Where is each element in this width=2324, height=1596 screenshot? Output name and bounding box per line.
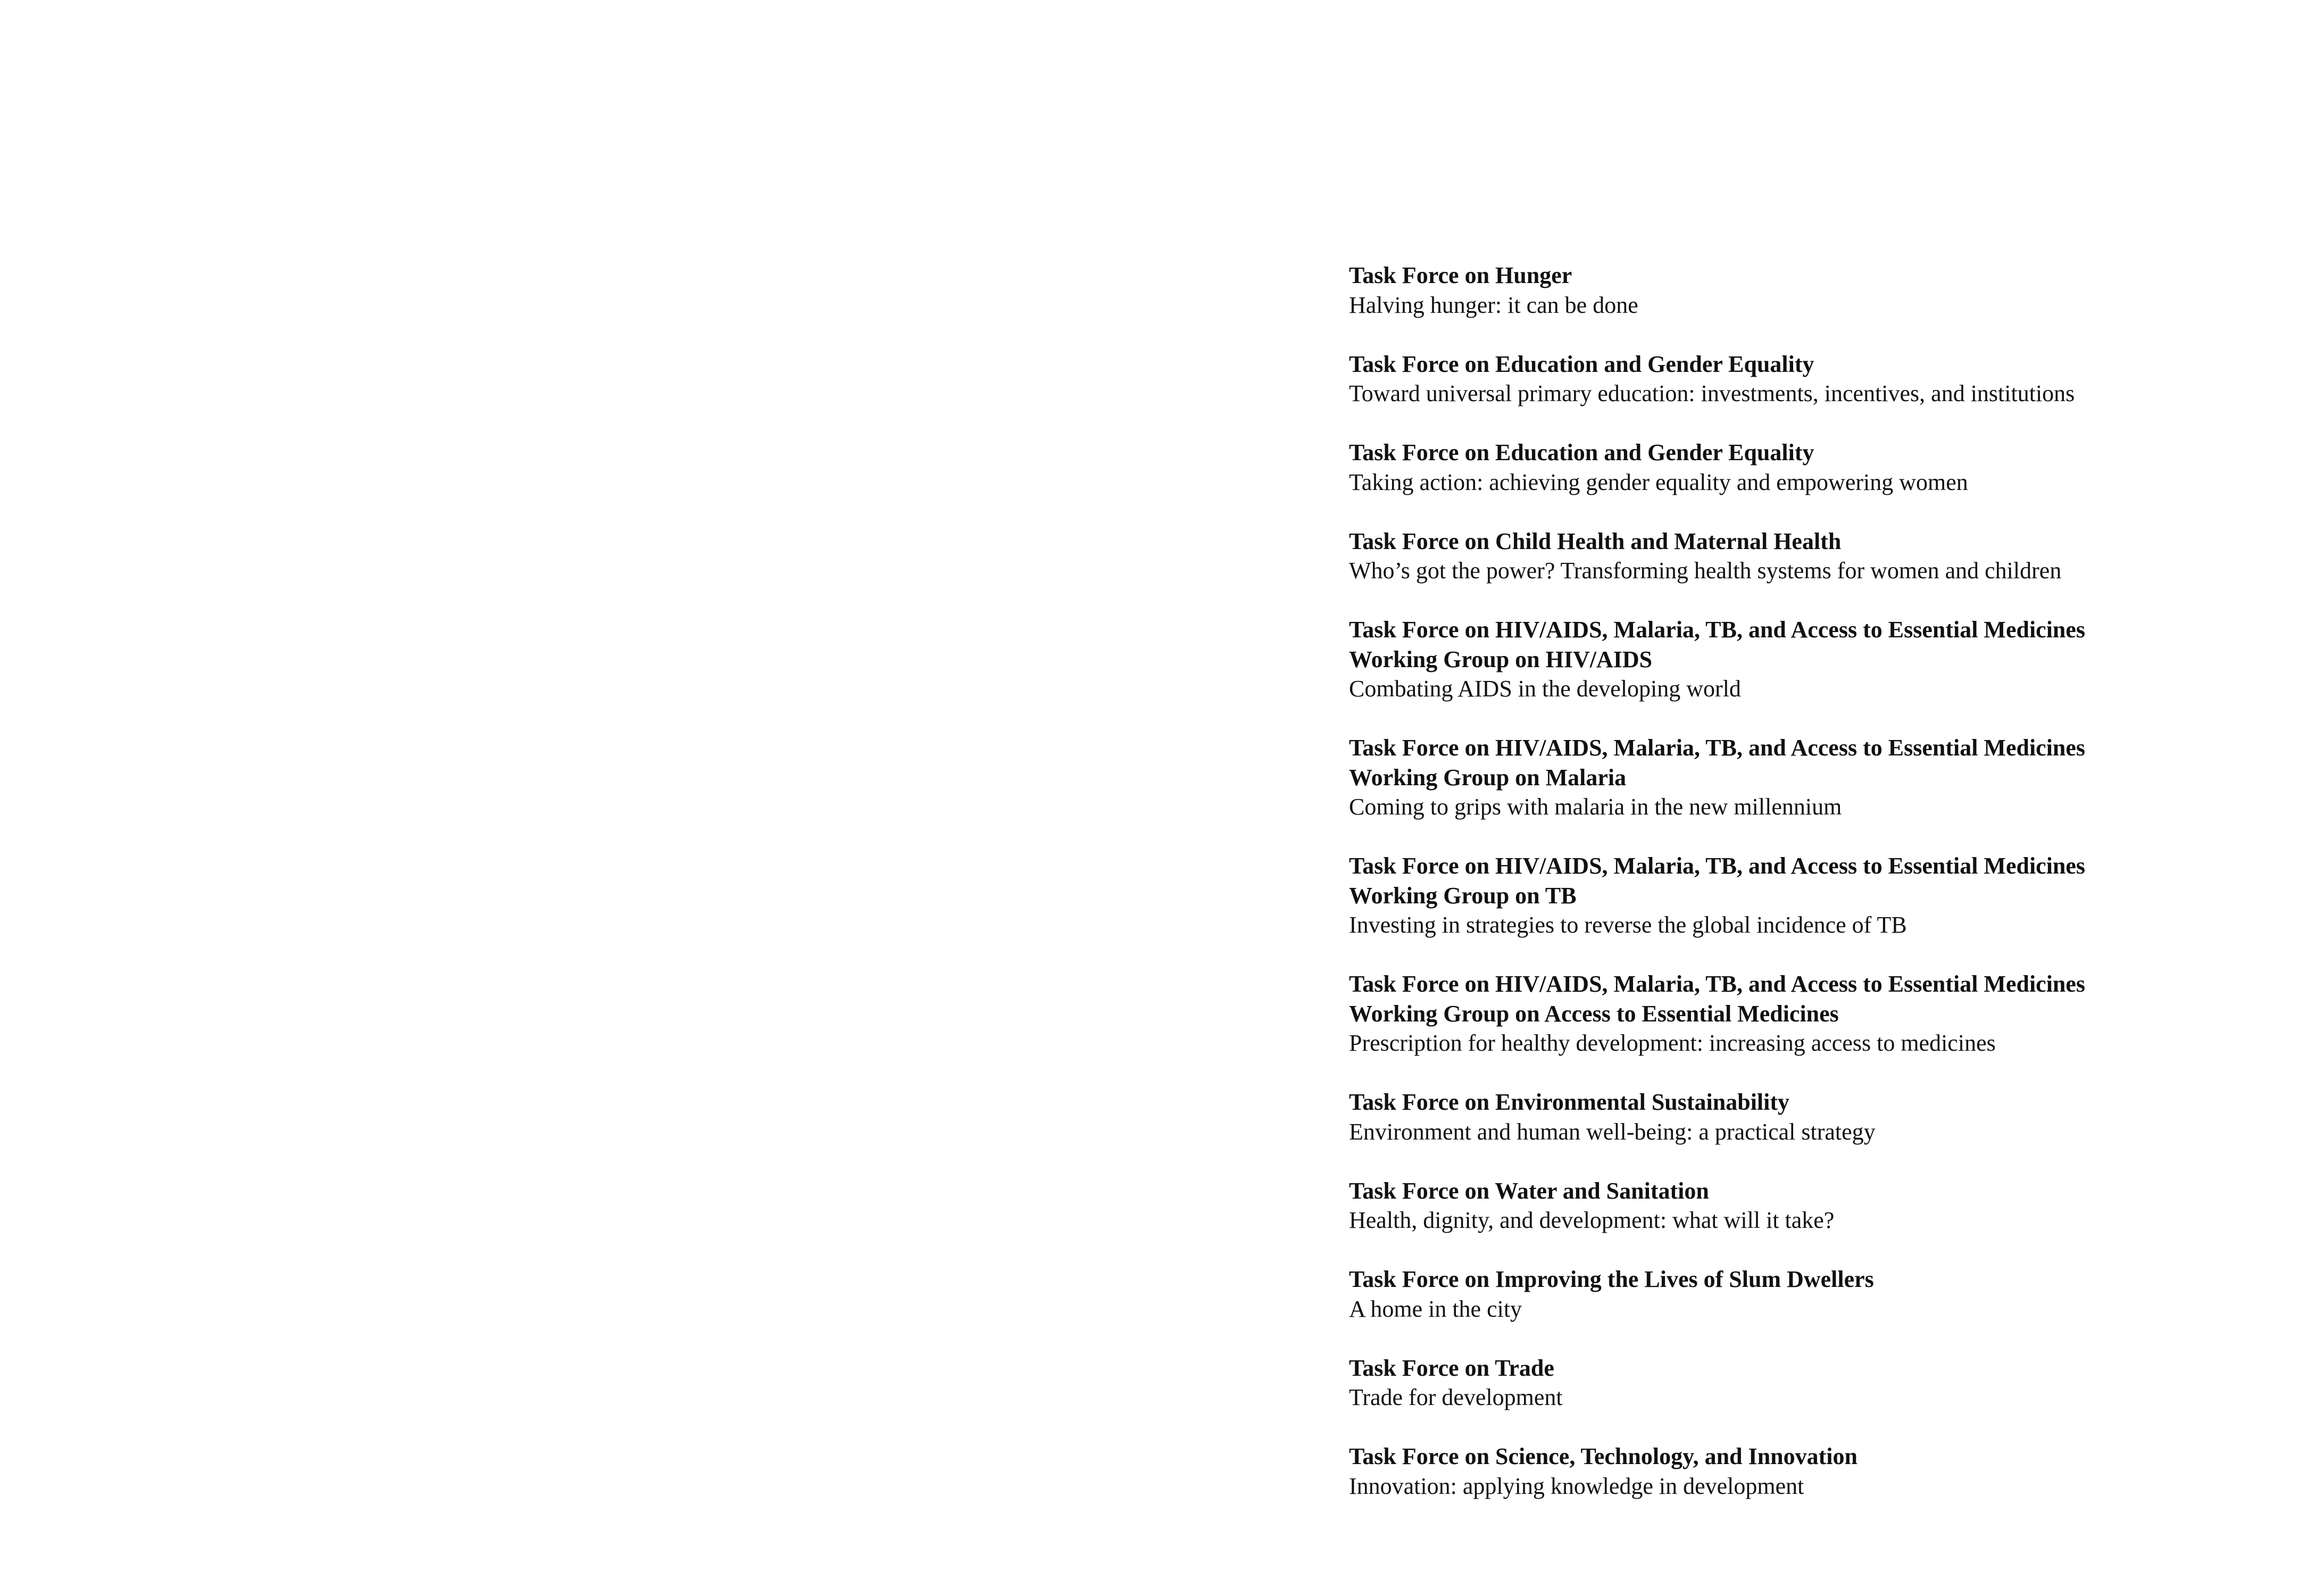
task-force-list (1349, 261, 2285, 1501)
task-force-heading: Task Force on Trade (1349, 1354, 1554, 1381)
task-force-heading: Task Force on Child Health and Maternal Health (1349, 528, 1842, 554)
task-force-heading: Task Force on Science, Technology, and Innovation (1349, 1443, 1857, 1469)
task-force-heading: Task Force on HIV/AIDS, Malaria, TB, and Access to Essential Medicines (1349, 853, 2086, 879)
report-title: Trade for development (1349, 1384, 1563, 1410)
task-force-heading: Task Force on HIV/AIDS, Malaria, TB, and Access to Essential Medicines (1349, 971, 2086, 997)
list-item (1349, 527, 2285, 586)
list-item (1349, 1442, 2285, 1501)
list-item (1349, 851, 2285, 940)
task-force-heading: Task Force on Education and Gender Equality (1349, 351, 1814, 377)
list-item (1349, 969, 2285, 1058)
report-title: Prescription for healthy development: increasing access to medicines (1349, 1030, 1996, 1056)
task-force-heading: Task Force on Hunger (1349, 262, 1572, 288)
report-title: Combating AIDS in the developing world (1349, 676, 1741, 702)
working-group-heading: Working Group on TB (1349, 882, 1577, 909)
task-force-heading: Task Force on HIV/AIDS, Malaria, TB, and Access to Essential Medicines (1349, 735, 2086, 761)
report-title: Halving hunger: it can be done (1349, 292, 1638, 318)
report-title: Who’s got the power? Transforming health systems for women and children (1349, 558, 2062, 584)
working-group-heading: Working Group on Access to Essential Medicines (1349, 1000, 1839, 1027)
task-force-heading: Task Force on Environmental Sustainability (1349, 1089, 1790, 1115)
list-item (1349, 1353, 2285, 1412)
report-title: Toward universal primary education: investments, incentives, and institutions (1349, 380, 2075, 406)
task-force-heading: Task Force on Water and Sanitation (1349, 1177, 1709, 1204)
task-force-heading: Task Force on Education and Gender Equality (1349, 439, 1814, 466)
list-item (1349, 1265, 2285, 1324)
list-item (1349, 1176, 2285, 1235)
task-force-heading: Task Force on Improving the Lives of Slum Dwellers (1349, 1266, 1874, 1292)
report-title: Health, dignity, and development: what will it take? (1349, 1207, 1835, 1233)
list-item (1349, 733, 2285, 822)
working-group-heading: Working Group on Malaria (1349, 764, 1627, 791)
list-item (1349, 350, 2285, 409)
list-item (1349, 615, 2285, 704)
task-force-heading: Task Force on HIV/AIDS, Malaria, TB, and Access to Essential Medicines (1349, 617, 2086, 643)
report-title: Innovation: applying knowledge in development (1349, 1473, 1804, 1499)
list-item (1349, 1087, 2285, 1146)
report-title: Coming to grips with malaria in the new millennium (1349, 794, 1842, 820)
list-item (1349, 261, 2285, 320)
list-item (1349, 438, 2285, 497)
report-title: A home in the city (1349, 1295, 1522, 1322)
report-title: Investing in strategies to reverse the global incidence of TB (1349, 912, 1907, 938)
working-group-heading: Working Group on HIV/AIDS (1349, 646, 1653, 672)
report-title: Environment and human well-being: a practical strategy (1349, 1118, 1876, 1145)
report-title: Taking action: achieving gender equality and empowering women (1349, 469, 1968, 495)
